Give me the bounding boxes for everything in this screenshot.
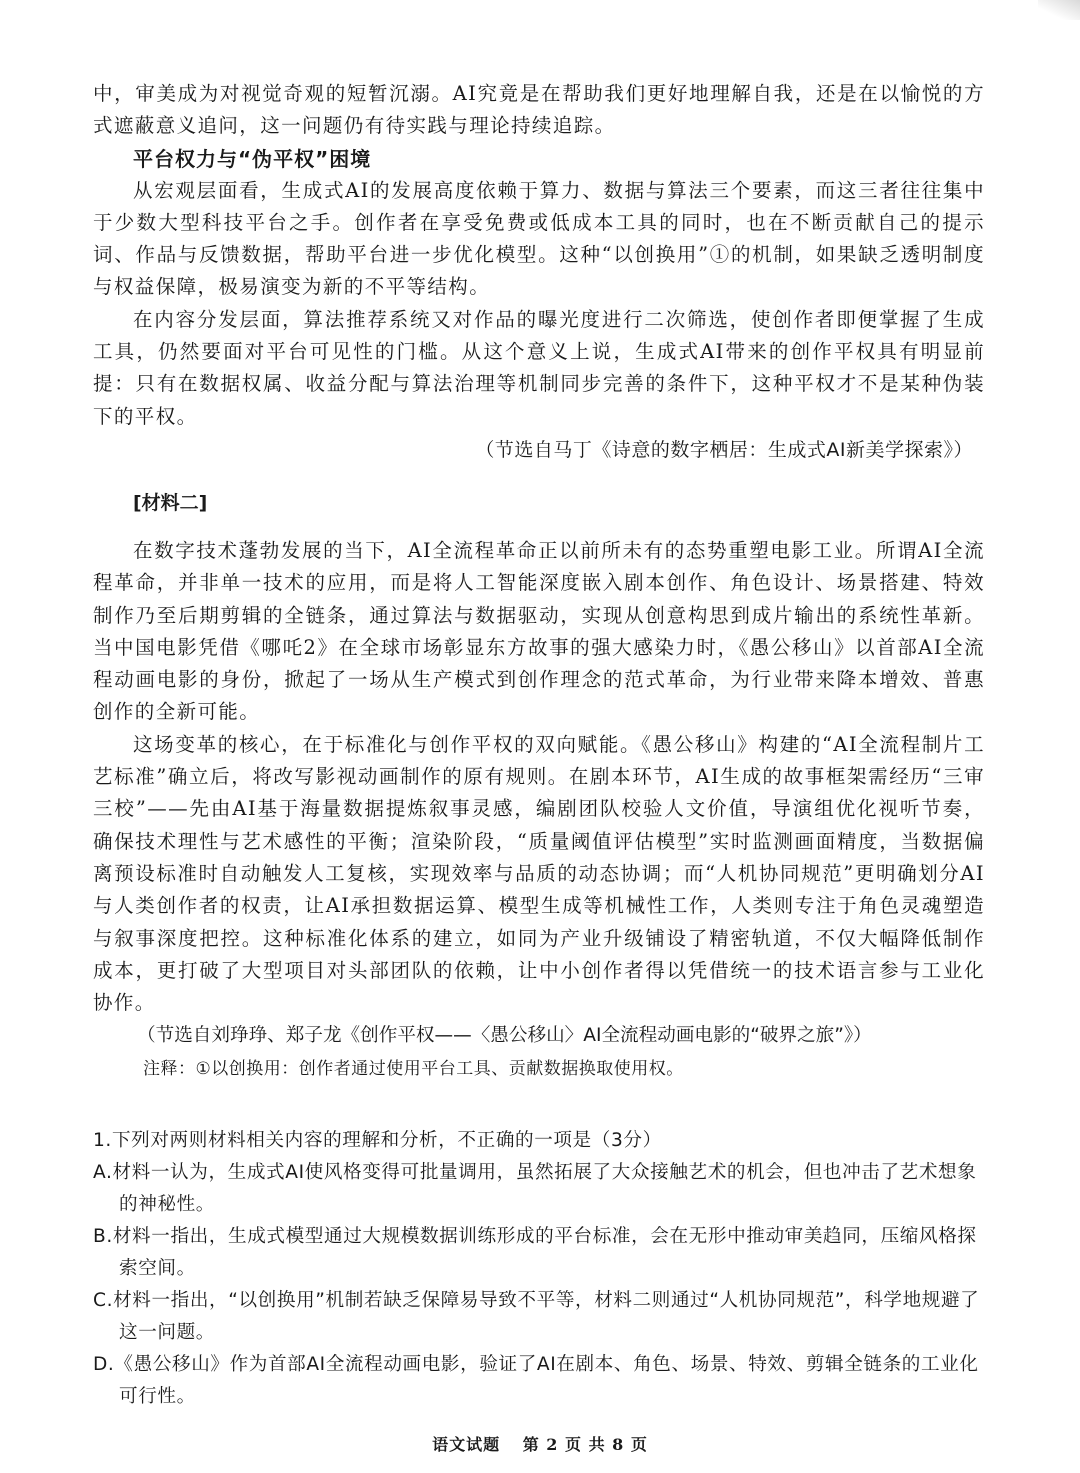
footer-page-info: 第 2 页 共 8 页 (522, 1435, 648, 1454)
material-one-source: （节选自马丁《诗意的数字栖居：生成式AI新美学探索》） (475, 438, 973, 461)
footnote: 注释：①以创换用：创作者通过使用平台工具、贡献数据换取使用权。 (143, 1059, 684, 1080)
option-d: D.《愚公移山》作为首部AI全流程动画电影，验证了AI在剧本、角色、场景、特效、剪辑全链条的工业化可行性。 (93, 1354, 979, 1408)
material-two-core-paragraph: 这场变革的核心，在于标准化与创作平权的双向赋能。《愚公移山》构建的“AI全流程制片工艺标准”确立后，将改写影视动画制作的原有规则。在剧本环节，AI生成的故事框架需经历“三审三校”——先由AI基于海量数据提炼叙事灵感，编剧团队校验人文价值，导演组优化视听节奏，确保技术理性与艺术感性的平衡；渲染阶段，“质量阈值评估模型”实时监测画面精度，当数据偏离预设标准时自动触发人工复核，实现效率与品质的动态协调；而“人机协同规范”更明确划分AI与人类创作者的权责，让AI承担数据运算、模型生成等机械性工作，人类则专注于角色灵魂塑造与叙事深度把控。这种标准化体系的建立，如同为产业升级铺设了精密轨道，不仅大幅降低制作成本，更打破了大型项目对头部团队的依赖，让中小创作者得以凭借统一的技术语言参与工业化协作。 (93, 732, 985, 1015)
question-stem: 1.下列对两则材料相关内容的理解和分析，不正确的一项是（3分） (93, 1130, 662, 1152)
exam-page (93, 78, 985, 1413)
option-b: B.材料一指出，生成式模型通过大规模数据训练形成的平台标准，会在无形中推动审美趋同，压缩风格探索空间。 (93, 1226, 977, 1280)
material-two-title: [材料二] (133, 491, 208, 514)
question-one (93, 1125, 985, 1413)
material-one-intro-paragraph: 中，审美成为对视觉奇观的短暂沉溺。AI究竟是在帮助我们更好地理解自我，还是在以愉悦的方式遮蔽意义追问，这一问题仍有待实践与理论持续追踪。 (93, 82, 985, 138)
page-footer (0, 1432, 1080, 1455)
material-one-distribution-paragraph: 在内容分发层面，算法推荐系统又对作品的曝光度进行二次筛选，使创作者即便掌握了生成工具，仍然要面对平台可见性的门槛。从这个意义上说，生成式AI带来的创作平权具有明显前提：只有在数据权属、收益分配与算法治理等机制同步完善的条件下，这种平权才不是某种伪装下的平权。 (93, 307, 985, 428)
footer-subject: 语文试题 (432, 1435, 501, 1454)
platform-power-subheading: 平台权力与“伪平权”困境 (133, 146, 372, 171)
scan-corner-shadow (1038, 0, 1080, 20)
material-two-source: （节选自刘琤琤、郑子龙《创作平权——〈愚公移山〉AI全流程动画电影的“破界之旅”》） (137, 1025, 872, 1047)
material-one-platform-paragraph: 从宏观层面看，生成式AI的发展高度依赖于算力、数据与算法三个要素，而这三者往往集中于少数大型科技平台之手。创作者在享受免费或低成本工具的同时，也在不断贡献自己的提示词、作品与反馈数据，帮助平台进一步优化模型。这种“以创换用”①的机制，如果缺乏透明制度与权益保障，极易演变为新的不平等结构。 (93, 178, 985, 299)
option-a: A.材料一认为，生成式AI使风格变得可批量调用，虽然拓展了大众接触艺术的机会，但也冲击了艺术想象的神秘性。 (93, 1162, 977, 1216)
material-two-revolution-paragraph: 在数字技术蓬勃发展的当下，AI全流程革命正以前所未有的态势重塑电影工业。所谓AI全流程革命，并非单一技术的应用，而是将人工智能深度嵌入剧本创作、角色设计、场景搭建、特效制作乃至后期剪辑的全链条，通过算法与数据驱动，实现从创意构思到成片输出的系统性革新。当中国电影凭借《哪吒2》在全球市场彰显东方故事的强大感染力时，《愚公移山》以首部AI全流程动画电影的身份，掀起了一场从生产模式到创作理念的范式革命，为行业带来降本增效、普惠创作的全新可能。 (93, 538, 985, 724)
option-c: C.材料一指出，“以创换用”机制若缺乏保障易导致不平等，材料二则通过“人机协同规范”，科学地规避了这一问题。 (93, 1290, 980, 1344)
